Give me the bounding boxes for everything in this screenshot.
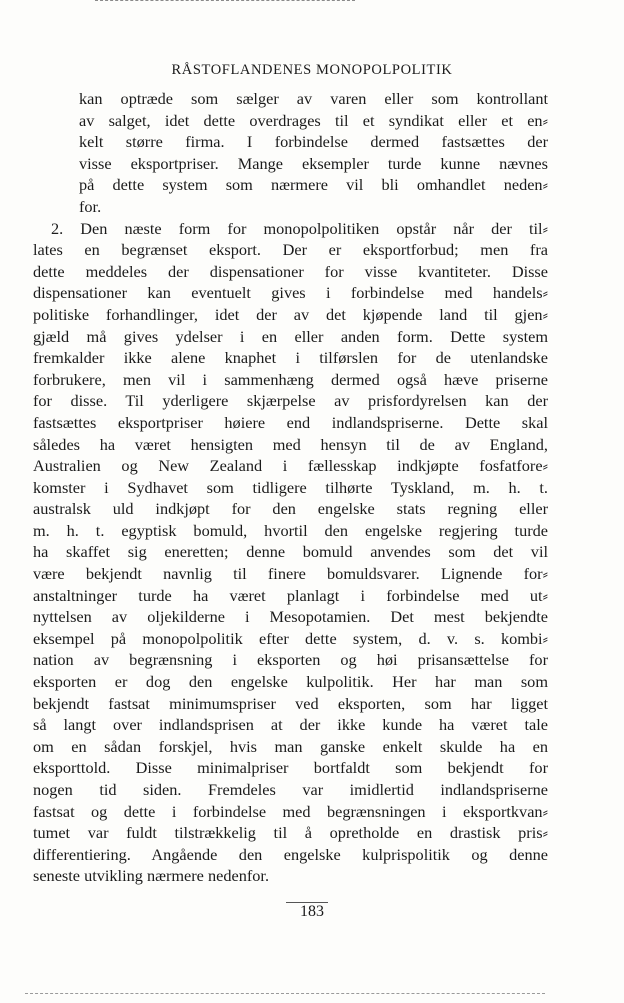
text-line: Australien og New Zealand i fællesskap indkjøpte fosfatfore⸗ [33, 456, 548, 476]
body-text [33, 88, 548, 887]
text-line: visse eksportpriser. Mange eksempler turde kunne nævnes [79, 153, 548, 173]
text-line: eksporttold. Disse minimalpriser bortfaldt som bekjendt for [33, 758, 548, 778]
text-line: dette meddeles der dispensationer for visse kvantiteter. Disse [33, 261, 548, 281]
text-line: anstaltninger turde ha været planlagt i forbindelse med ut⸗ [33, 585, 548, 605]
text-line: 2. Den næste form for monopolpolitiken opstår når der til⸗ [51, 218, 548, 238]
text-line: politiske forhandlinger, idet der av det kjøpende land til gjen⸗ [33, 304, 548, 324]
text-line: så langt over indlandsprisen at der ikke kunde ha været tale [33, 715, 548, 735]
text-line: nogen tid siden. Fremdeles var imidlertid indlandspriserne [33, 780, 548, 799]
bottom-edge-rule [25, 993, 545, 994]
text-line: eksporten er dog den engelske kulpolitik. Her har man som [33, 672, 548, 692]
text-line: for. [79, 196, 102, 216]
text-line: kan optræde som sælger av varen eller som kontrollant [79, 89, 548, 108]
text-line: dispensationer kan eventuelt gives i forbindelse med handels⸗ [33, 283, 548, 303]
text-line: bekjendt fastsat minimumspriser ved eksporten, som har ligget [33, 693, 548, 713]
text-line: være bekjendt navnlig til finere bomuldsvarer. Lignende for⸗ [33, 564, 548, 584]
running-head: RÅSTOFLANDENES MONOPOLPOLITIK [171, 62, 453, 78]
text-line: fastsættes eksportpriser høiere end indlandspriserne. Dette skal [33, 412, 548, 432]
text-line: ha skaffet sig eneretten; denne bomuld anvendes som det vil [33, 542, 548, 562]
text-line: australsk uld indkjøpt for den engelske stats regning eller [33, 499, 548, 519]
text-line: av salget, idet dette overdrages til et syndikat eller et en⸗ [79, 110, 548, 130]
text-line: eksempel på monopolpolitik efter dette system, d. v. s. kombi⸗ [33, 628, 548, 648]
text-line: m. h. t. egyptisk bomuld, hvortil den engelske regjering turde [33, 520, 548, 540]
text-line: seneste utvikling nærmere nedenfor. [33, 866, 270, 886]
text-line: således ha været hensigten med hensyn til de av England, [33, 434, 548, 454]
text-line: fastsat og dette i forbindelse med begrænsningen i eksportkvan⸗ [33, 801, 548, 821]
text-line: nation av begrænsning i eksporten og høi prisansættelse for [33, 650, 548, 670]
top-edge-rule [95, 0, 355, 1]
page-number: 183 [300, 903, 324, 920]
text-line: differentiering. Angående den engelske kulprispolitik og denne [33, 844, 548, 864]
text-line: for disse. Til yderligere skjærpelse av prisfordyrelsen kan der [33, 391, 548, 411]
text-line: fremkalder ikke alene knaphet i tilførslen for de utenlandske [33, 348, 548, 368]
text-line: kelt større firma. I forbindelse dermed fastsættes der [79, 132, 548, 152]
text-line: på dette system som nærmere vil bli omhandlet neden⸗ [79, 175, 548, 195]
text-line: lates en begrænset eksport. Der er eksportforbud; men fra [33, 240, 548, 260]
text-line: tumet var fuldt tilstrækkelig til å opretholde en drastisk pris⸗ [33, 823, 548, 843]
text-line: om en sådan forskjel, hvis man ganske enkelt skulde ha en [33, 736, 548, 756]
text-line: gjæld må gives ydelser i en eller anden form. Dette system [33, 326, 548, 346]
text-line: nyttelsen av oljekilderne i Mesopotamien. Det mest bekjendte [33, 607, 548, 627]
text-line: forbrukere, men vil i sammenhæng dermed også hæve priserne [33, 369, 548, 389]
text-line: komster i Sydhavet som tidligere tilhørte Tyskland, m. h. t. [33, 477, 548, 497]
